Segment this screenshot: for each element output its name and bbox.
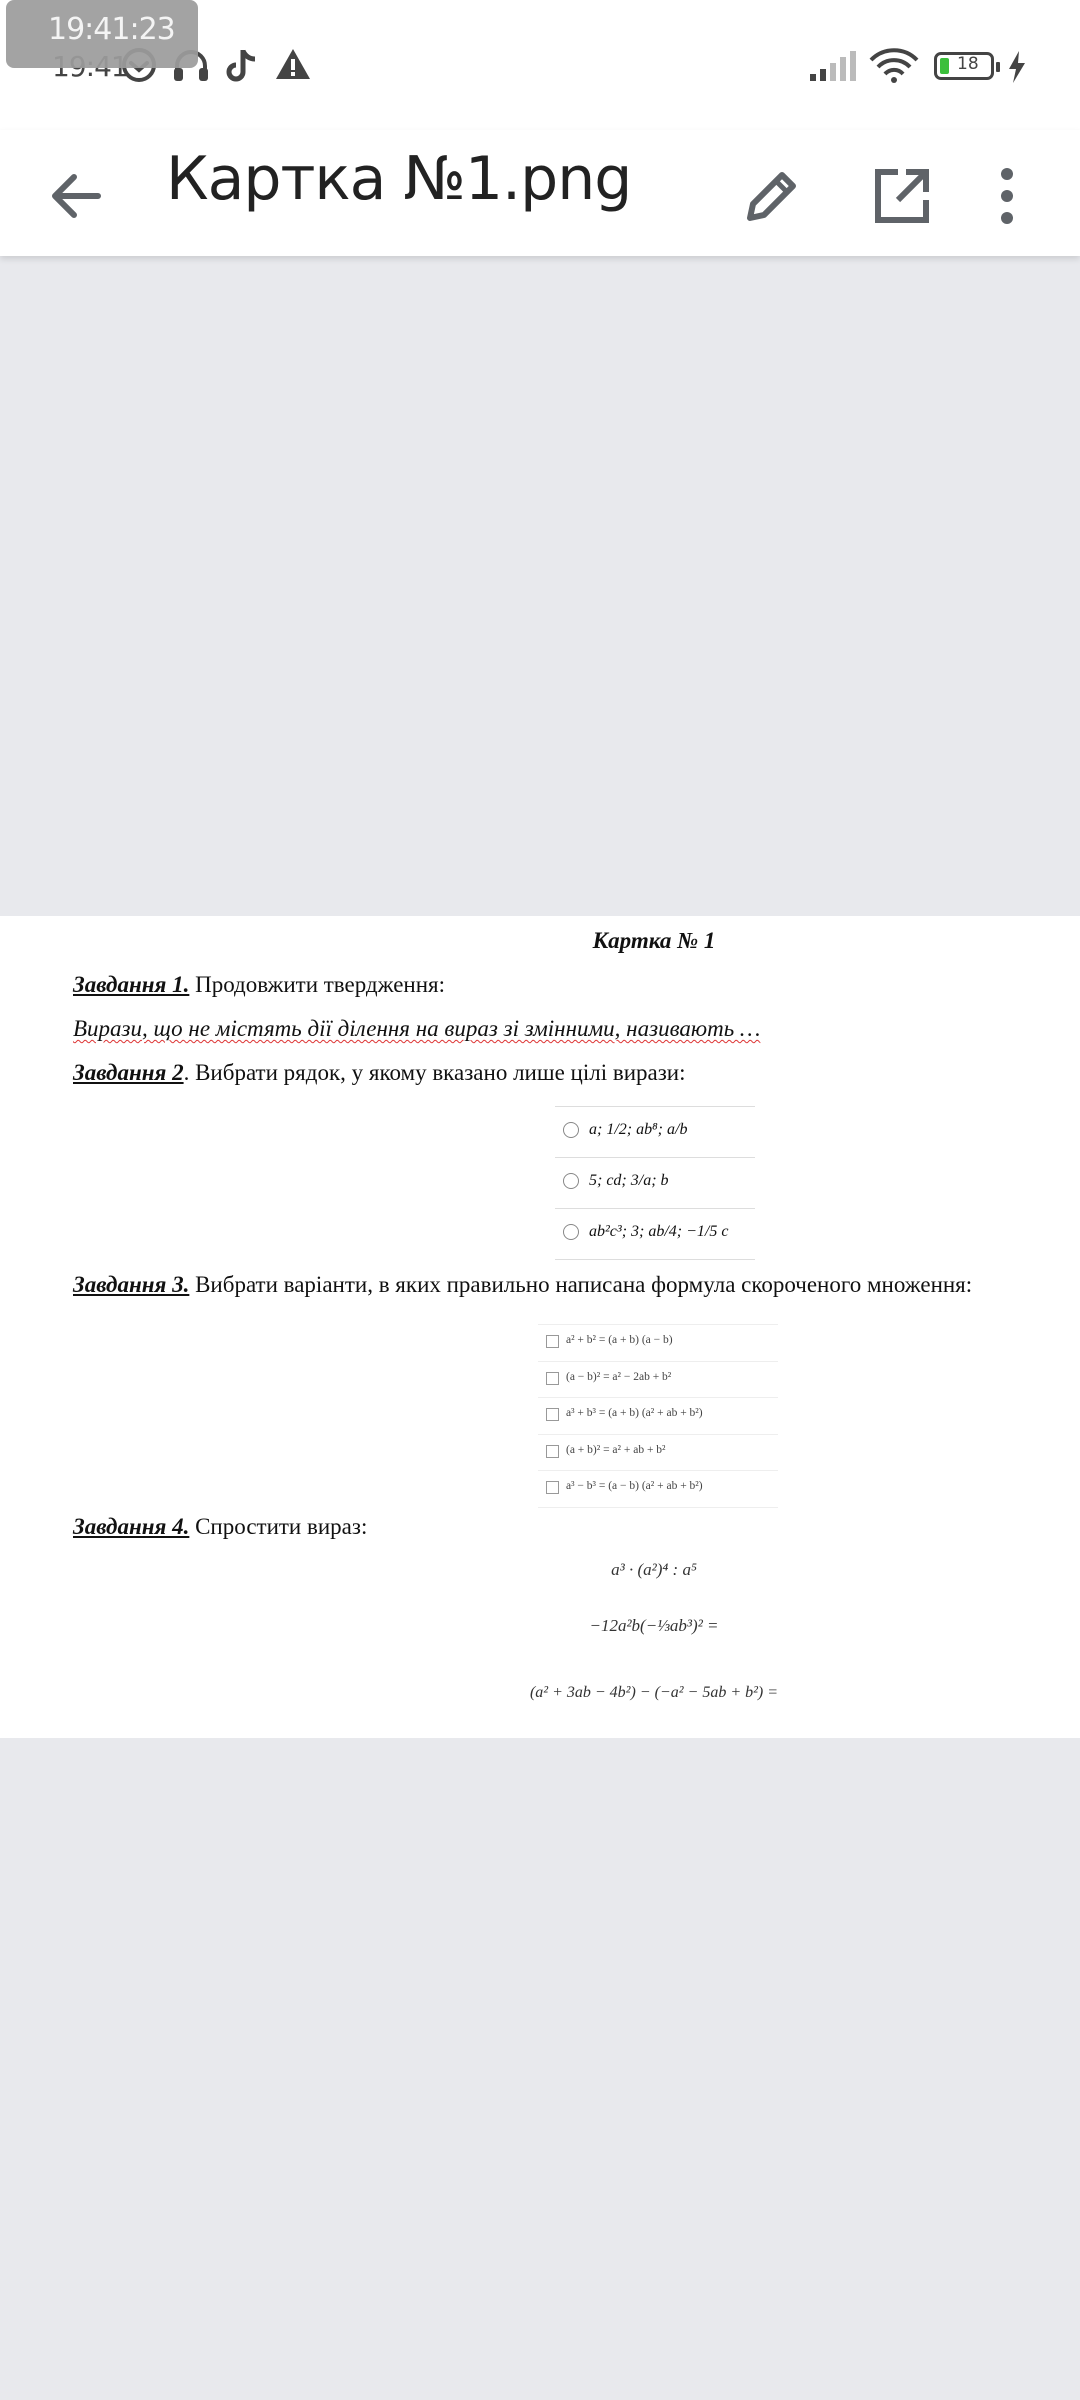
checkbox-option: [538, 1362, 778, 1399]
option-text: 5; cd; 3/a; b: [589, 1172, 669, 1189]
option-text: ab²c³; 3; ab/4; −1/5 c: [589, 1223, 729, 1240]
more-options-button[interactable]: [977, 154, 1037, 238]
status-bar: [0, 0, 1080, 130]
task4-text: Спростити вираз:: [189, 1514, 368, 1539]
checkbox-icon: [546, 1408, 559, 1421]
checkbox-icon: [546, 1481, 559, 1494]
task2-line: [73, 1060, 686, 1086]
checkbox-option: [538, 1325, 778, 1362]
tiktok-icon: [226, 46, 260, 84]
edit-button[interactable]: [730, 154, 814, 238]
charging-icon: [1006, 50, 1028, 84]
radio-icon: [563, 1224, 579, 1240]
task1-statement: Вирази, що не містять дії ділення на вираз зі змінними, називають …: [73, 1016, 761, 1041]
task4-expression: a³ · (a²)⁴ : a⁵: [611, 1560, 697, 1579]
option-text: (a − b)² = a² − 2ab + b²: [566, 1370, 672, 1383]
task2-label: Завдання 2: [73, 1060, 184, 1085]
back-button[interactable]: [36, 156, 116, 236]
checkbox-option: [538, 1398, 778, 1435]
recording-time: 19:41:23: [48, 12, 175, 47]
option-text: a³ − b³ = (a − b) (a² + ab + b²): [566, 1480, 703, 1492]
page-title: Картка №1.png: [166, 144, 632, 214]
task3-text: Вибрати варіанти, в яких правильно написана формула скороченого множення:: [189, 1272, 973, 1297]
document-image: [0, 916, 1080, 1738]
radio-icon: [563, 1173, 579, 1189]
open-external-icon: [870, 164, 934, 228]
task1-label: Завдання 1.: [73, 972, 190, 997]
task2-text: . Вибрати рядок, у якому вказано лише цілі вирази:: [183, 1060, 686, 1085]
recording-chip: [6, 0, 198, 68]
back-arrow-icon: [36, 156, 116, 236]
task1-statement-line: [73, 1016, 760, 1042]
app-bar: [0, 130, 1080, 256]
wifi-icon: [868, 48, 920, 84]
checkbox-icon: [546, 1372, 559, 1385]
radio-option: [555, 1107, 755, 1158]
task4-label: Завдання 4.: [73, 1514, 190, 1539]
option-text: a² + b² = (a + b) (a − b): [566, 1334, 673, 1346]
more-vert-icon: [997, 164, 1017, 228]
checkbox-option: [538, 1471, 778, 1508]
signal-icon: [808, 50, 858, 82]
task1-line: [73, 972, 445, 998]
task4-expression: (a² + 3ab − 4b²) − (−a² − 5ab + b²) =: [529, 1684, 779, 1701]
battery-icon: [934, 52, 994, 80]
checkbox-icon: [546, 1335, 559, 1348]
card-title: Картка № 1: [592, 928, 716, 953]
battery-level: 18: [957, 54, 979, 74]
task1-text: Продовжити твердження:: [189, 972, 446, 997]
task3-label: Завдання 3.: [73, 1272, 190, 1297]
option-text: a³ + b³ = (a + b) (a² + ab + b²): [566, 1407, 703, 1419]
option-text: a; 1/2; ab⁸; a/b: [589, 1121, 688, 1138]
task4-expression: −12a²b(−⅓ab³)² =: [589, 1616, 719, 1635]
edit-pencil-icon: [740, 164, 804, 228]
radio-icon: [563, 1122, 579, 1138]
open-external-button[interactable]: [860, 154, 944, 238]
checkbox-option: [538, 1435, 778, 1472]
radio-option: [555, 1209, 755, 1260]
warning-icon: [274, 46, 312, 82]
task3-line: [73, 1272, 972, 1298]
option-text: (a + b)² = a² + ab + b²: [566, 1443, 666, 1456]
radio-option: [555, 1158, 755, 1209]
task4-line: [73, 1514, 367, 1540]
task3-options: [538, 1324, 778, 1508]
checkbox-icon: [546, 1445, 559, 1458]
task2-options: [555, 1106, 755, 1260]
